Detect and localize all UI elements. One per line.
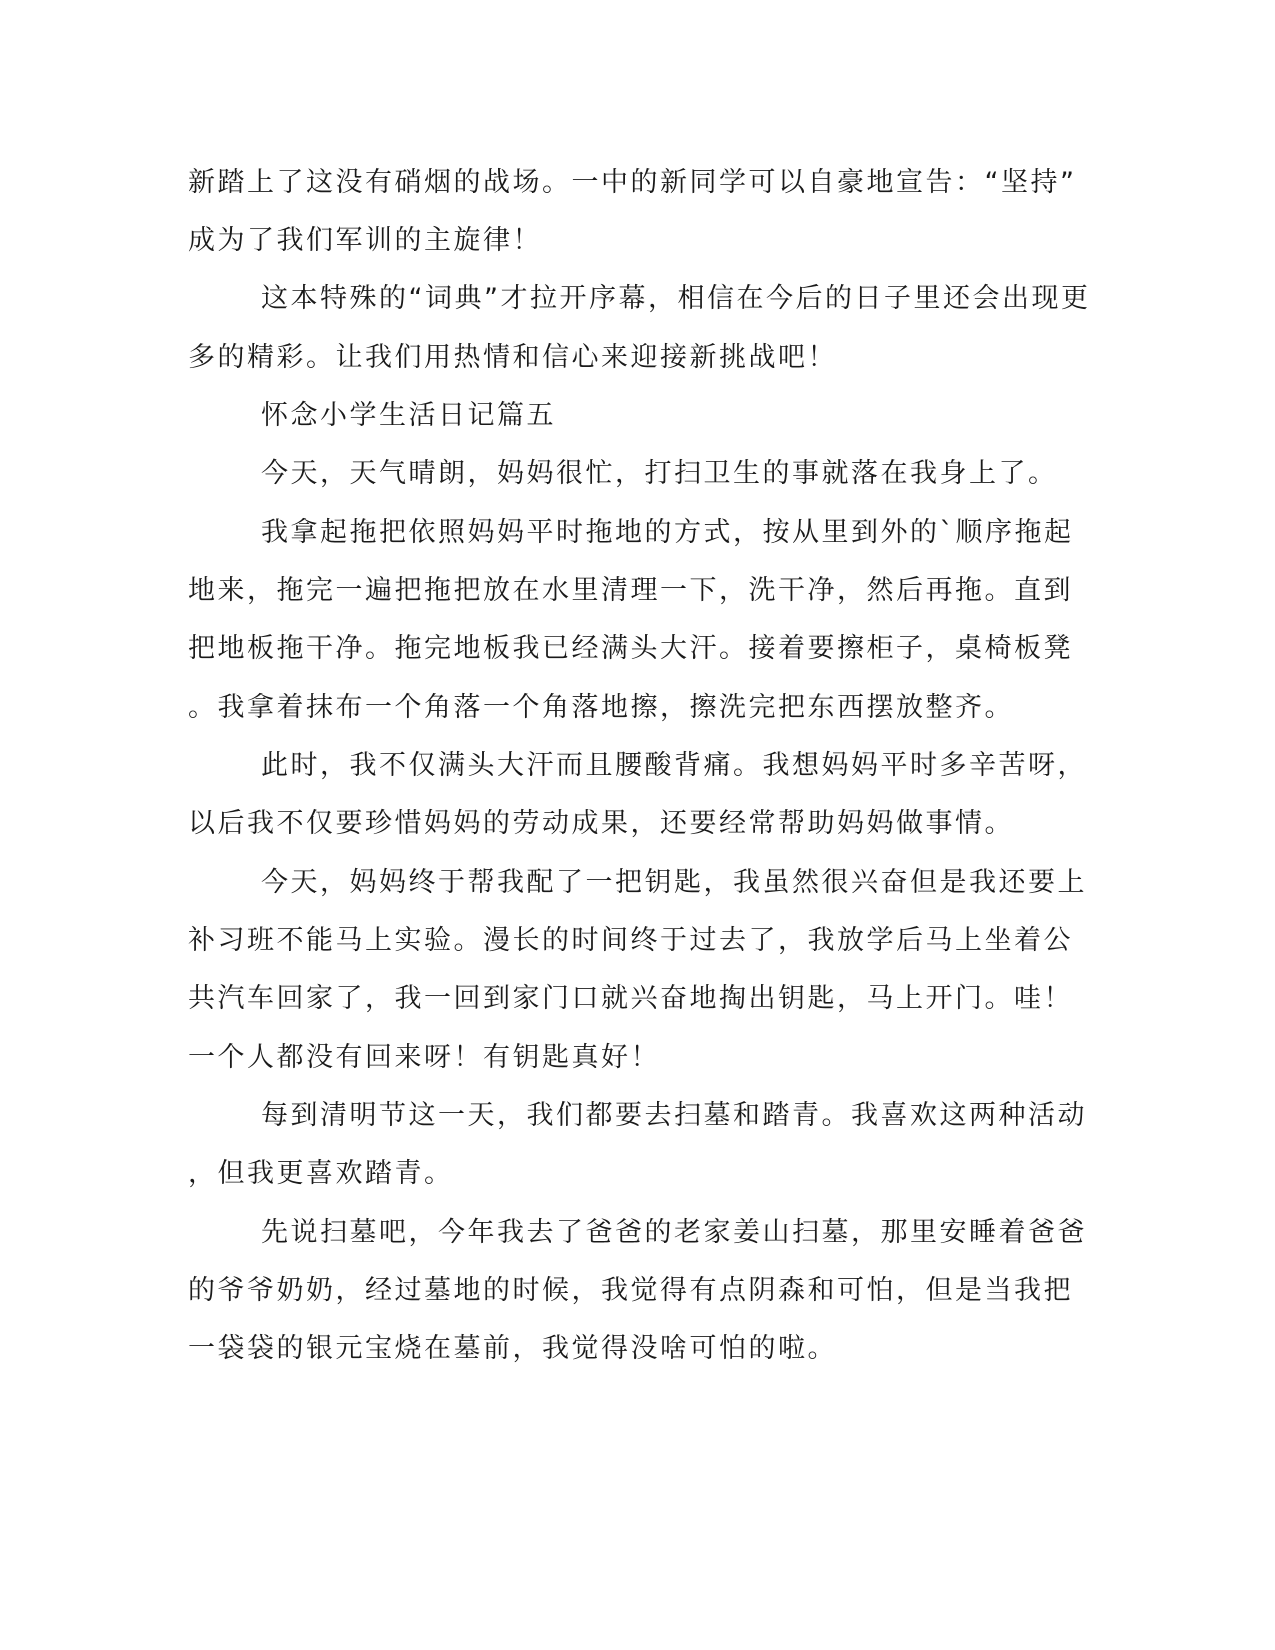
text-line: 我拿起拖把依照妈妈平时拖地的方式，按从里到外的`顺序拖起 [261,517,1074,548]
text-line: 一个人都没有回来呀！有钥匙真好！ [188,1042,660,1073]
text-line: 一袋袋的银元宝烧在墓前，我觉得没啥可怕的啦。 [188,1333,837,1364]
text-line: 新踏上了这没有硝烟的战场。一中的新同学可以自豪地宣告：“坚持” [188,167,1077,198]
text-line: 每到清明节这一天，我们都要去扫墓和踏青。我喜欢这两种活动 [261,1100,1087,1131]
text-line: 的爷爷奶奶，经过墓地的时候，我觉得有点阴森和可怕，但是当我把 [188,1275,1073,1306]
text-line: 以后我不仅要珍惜妈妈的劳动成果，还要经常帮助妈妈做事情。 [188,808,1014,839]
heading-text: 怀念小学生活日记篇五 [261,400,556,431]
text-line: 此时，我不仅满头大汗而且腰酸背痛。我想妈妈平时多辛苦呀， [261,750,1087,781]
text-line: 今天，妈妈终于帮我配了一把钥匙，我虽然很兴奋但是我还要上 [261,867,1087,898]
text-line: 先说扫墓吧，今年我去了爸爸的老家姜山扫墓，那里安睡着爸爸 [261,1217,1087,1248]
text-line: 成为了我们军训的主旋律！ [188,225,542,256]
text-line: 把地板拖干净。拖完地板我已经满头大汗。接着要擦柜子，桌椅板凳 [188,633,1073,664]
text-line: 补习班不能马上实验。漫长的时间终于过去了，我放学后马上坐着公 [188,925,1073,956]
text-line: 地来，拖完一遍把拖把放在水里清理一下，洗干净，然后再拖。直到 [188,575,1073,606]
text-line: 这本特殊的“词典”才拉开序幕，相信在今后的日子里还会出现更 [261,283,1091,314]
text-line: 多的精彩。让我们用热情和信心来迎接新挑战吧！ [188,342,837,373]
text-line: ，但我更喜欢踏青。 [188,1158,454,1189]
text-line: 共汽车回家了，我一回到家门口就兴奋地掏出钥匙，马上开门。哇！ [188,983,1073,1014]
text-line: 今天，天气晴朗，妈妈很忙，打扫卫生的事就落在我身上了。 [261,458,1058,489]
text-line: 。我拿着抹布一个角落一个角落地擦，擦洗完把东西摆放整齐。 [188,692,1014,723]
